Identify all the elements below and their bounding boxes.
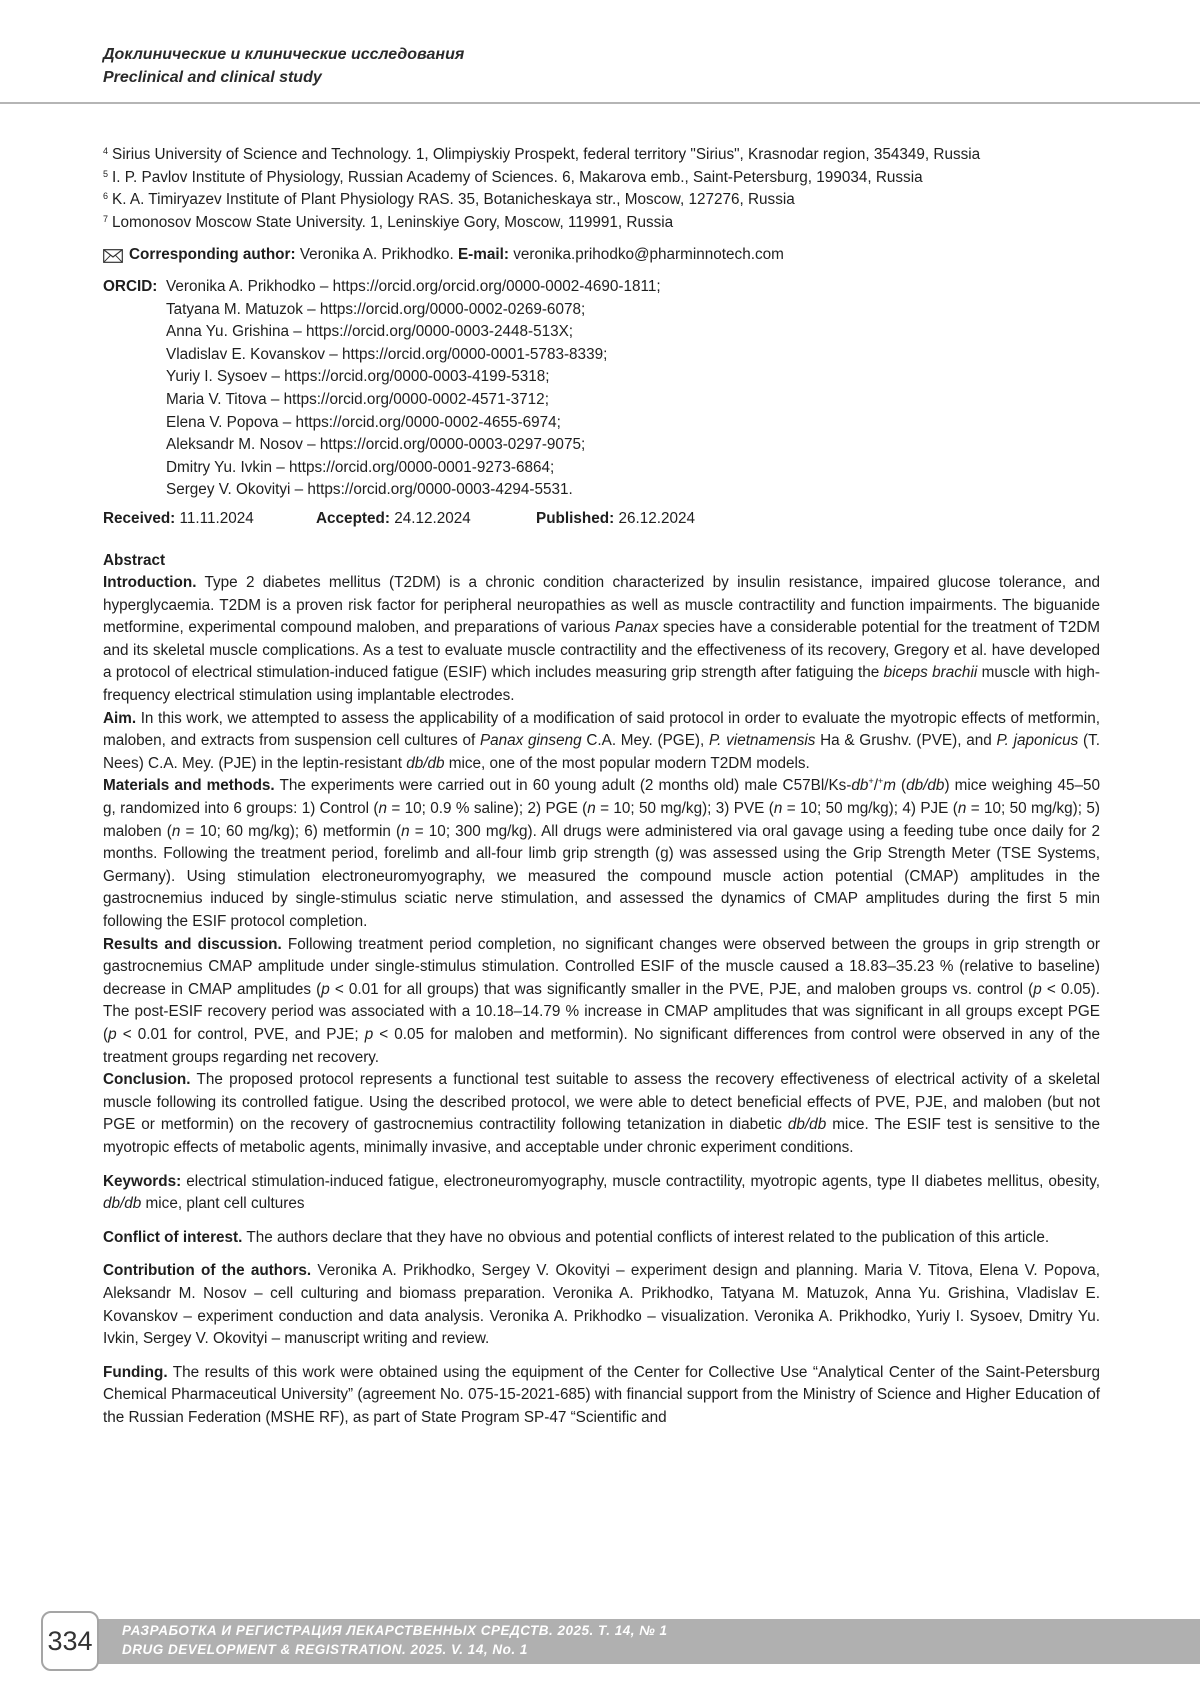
journal-footer (122, 1621, 667, 1659)
orcid-entry[interactable]: Sergey V. Okovityi – https://orcid.org/0000-0003-4294-5531. (166, 481, 573, 499)
published-date: Published: 26.12.2024 (536, 509, 695, 527)
orcid-entry[interactable]: Tatyana M. Matuzok – https://orcid.org/0000-0002-0269-6078; (166, 300, 586, 318)
orcid-entry[interactable]: Aleksandr M. Nosov – https://orcid.org/0000-0003-0297-9075; (166, 436, 586, 454)
abstract-results: Results and discussion. Following treatment period completion, no significant changes were observed between the groups in grip strength or gastrocnemius CMAP amplitude under single-stimulus stimulation. Controlled ESIF of the muscle caused a 18.83–35.23 % (relative to baseline) decrease in CMAP amplitudes (p < 0.01 for all groups) that was significantly smaller in the PVE, PJE, and maloben groups vs. control (p < 0.05). The post-ESIF recovery period was associated with a 10.18–14.79 % increase in CMAP amplitudes that was significant in all groups except PGE (p < 0.01 for control, PVE, and PJE; p < 0.05 for maloben and metformin). No significant differences from control were observed in any of the treatment groups regarding net recovery. (103, 935, 1101, 1066)
header-title-ru: Доклинические и клинические исследования (103, 46, 465, 63)
running-header (103, 43, 1163, 89)
funding: Funding. The results of this work were obtained using the equipment of the Center for Collective Use “Analytical Center of the Saint-Petersburg Chemical Pharmaceutical University” (agreement No. 075-15-2021-685) with financial support from the Ministry of Science and Higher Education of the Russian Federation (MSHE RF), as part of State Program SP-47 “Scientific and (103, 1363, 1100, 1426)
affiliation-5: $^5$ I. P. Pavlov Institute of Physiology, Russian Academy of Sciences. 6, Makarova emb., Saint-Petersburg, 199034, Russia (103, 168, 923, 186)
accepted-date: Accepted: 24.12.2024 (316, 509, 471, 527)
orcid-list (166, 276, 1100, 502)
keywords: Keywords: electrical stimulation-induced fatigue, electroneuromyography, muscle contractility, myotropic agents, type II diabetes mellitus, obesity, db/db mice, plant cell cultures (103, 1172, 1100, 1213)
abstract-aim: Aim. In this work, we attempted to assess the applicability of a modification of said protocol in order to evaluate the myotropic effects of metformin, maloben, and extracts from suspension cell cultures of Panax ginseng C.A. Mey. (PGE), P. vietnamensis Ha & Grushv. (PVE), and P. japonicus (T. Nees) C.A. Mey. (PJE) in the leptin-resistant db/db mice, one of the most popular modern T2DM models. (103, 709, 1100, 772)
affiliation-7: $^7$ Lomonosov Moscow State University. 1, Leninskiye Gory, Moscow, 119991, Russia (103, 213, 674, 231)
envelope-icon (103, 249, 123, 263)
page-number: 334 (41, 1611, 99, 1671)
corresponding-author (103, 244, 1100, 267)
author-contribution: Contribution of the authors. Veronika A. Prikhodko, Sergey V. Okovityi – experiment design and planning. Maria V. Titova, Elena V. Popova, Aleksandr M. Nosov – cell culturing and biomass preparation. Veronika A. Prikhodko, Tatyana M. Matuzok, Anna Yu. Grishina, Vladislav E. Kovanskov – experiment conduction and data analysis. Veronika A. Prikhodko – visualization. Veronika A. Prikhodko, Yuriy I. Sysoev, Dmitry Yu. Ivkin, Sergey V. Okovityi – manuscript writing and review. (103, 1262, 1101, 1348)
affiliations (103, 144, 1100, 234)
orcid-entry[interactable]: Yuriy I. Sysoev – https://orcid.org/0000-0003-4199-5318; (166, 368, 550, 386)
email-label: E-mail: (457, 246, 509, 264)
abstract-heading: Abstract (103, 551, 166, 569)
article-body (103, 144, 1100, 1429)
footer-journal-en: DRUG DEVELOPMENT & REGISTRATION. 2025. V. 14, No. 1 (122, 1642, 528, 1657)
orcid-label: ORCID: (103, 277, 158, 295)
orcid-entry[interactable]: Veronika A. Prikhodko – https://orcid.org/orcid.org/0000-0002-4690-1811; (166, 277, 661, 295)
email-link[interactable]: veronika.prihodko@pharminnotech.com (513, 246, 784, 264)
article-dates (103, 508, 1100, 531)
header-title-en: Preclinical and clinical study (103, 69, 322, 86)
abstract-conclusion: Conclusion. The proposed protocol represents a functional test suitable to assess the recovery effectiveness of electrical activity of a skeletal muscle following its controlled fatigue. Using the described protocol, we were able to detect beneficial effects of PVE, PJE, and maloben (but not PGE or metformin) on the recovery of gastrocnemius contractility following tetanization in diabetic db/db mice. The ESIF test is sensitive to the myotropic effects of metabolic agents, minimally invasive, and acceptable under chronic experiment conditions. (103, 1071, 1100, 1156)
orcid-block (103, 276, 1100, 502)
orcid-entry[interactable]: Dmitry Yu. Ivkin – https://orcid.org/0000-0001-9273-6864; (166, 458, 555, 476)
header-divider (0, 102, 1200, 104)
orcid-entry[interactable]: Maria V. Titova – https://orcid.org/0000-0002-4571-3712; (166, 390, 549, 408)
received-date: Received: 11.11.2024 (103, 509, 254, 527)
affiliation-4: $^4$ Sirius University of Science and Technology. 1, Olimpiyskiy Prospekt, federal territory "Sirius", Krasnodar region, 354349, Russia (103, 146, 981, 163)
conflict-of-interest: Conflict of interest. The authors declare that they have no obvious and potential conflicts of interest related to the publication of this article. (103, 1228, 1050, 1246)
corresponding-name: Veronika A. Prikhodko. (299, 246, 454, 264)
orcid-entry[interactable]: Elena V. Popova – https://orcid.org/0000-0002-4655-6974; (166, 413, 561, 431)
orcid-entry[interactable]: Anna Yu. Grishina – https://orcid.org/0000-0003-2448-513X; (166, 323, 574, 341)
abstract-methods: Materials and methods. The experiments were carried out in 60 young adult (2 months old) male C57Bl/Ks-db+/+m (db/db) mice weighing 45–50 g, randomized into 6 groups: 1) Control (n = 10; 0.9 % saline); 2) PGE (n = 10; 50 mg/kg); 3) PVE (n = 10; 50 mg/kg); 4) PJE (n = 10; 50 mg/kg); 5) maloben (n = 10; 60 mg/kg); 6) metformin (n = 10; 300 mg/kg). All drugs were administered via oral gavage using a feeding tube once daily for 2 months. Following the treatment period, forelimb and all-four limb grip strength (g) was assessed using the Grip Strength Meter (TSE Systems, Germany). Using stimulation electroneuromyography, we measured the compound muscle action potential (CMAP) amplitudes in the gastrocnemius induced by single-stimulus sciatic nerve stimulation, and assessed the dynamics of CMAP amplitudes during the first 5 min following the ESIF protocol completion. (103, 776, 1100, 930)
footer-journal-ru: РАЗРАБОТКА И РЕГИСТРАЦИЯ ЛЕКАРСТВЕННЫХ СРЕДСТВ. 2025. Т. 14, № 1 (122, 1623, 668, 1638)
orcid-entry[interactable]: Vladislav E. Kovanskov – https://orcid.org/0000-0001-5783-8339; (166, 345, 608, 363)
corresponding-label: Corresponding author: (129, 246, 296, 264)
affiliation-6: $^6$ K. A. Timiryazev Institute of Plant Physiology RAS. 35, Botanicheskaya str., Moscow, 127276, Russia (103, 191, 795, 209)
abstract-introduction: Introduction. Type 2 diabetes mellitus (T2DM) is a chronic condition characterized by insulin resistance, impaired glucose tolerance, and hyperglycaemia. T2DM is a proven risk factor for peripheral neuropathies as well as muscle contractility and function impairments. The biguanide metformine, experimental compound maloben, and preparations of various Panax species have a considerable potential for the treatment of T2DM and its skeletal muscle complications. As a test to evaluate muscle contractility and the effectiveness of its recovery, Gregory et al. have developed a protocol of electrical stimulation-induced fatigue (ESIF) which includes measuring grip strength after fatiguing the biceps brachii muscle with high-frequency electrical stimulation using implantable electrodes. (103, 574, 1101, 705)
